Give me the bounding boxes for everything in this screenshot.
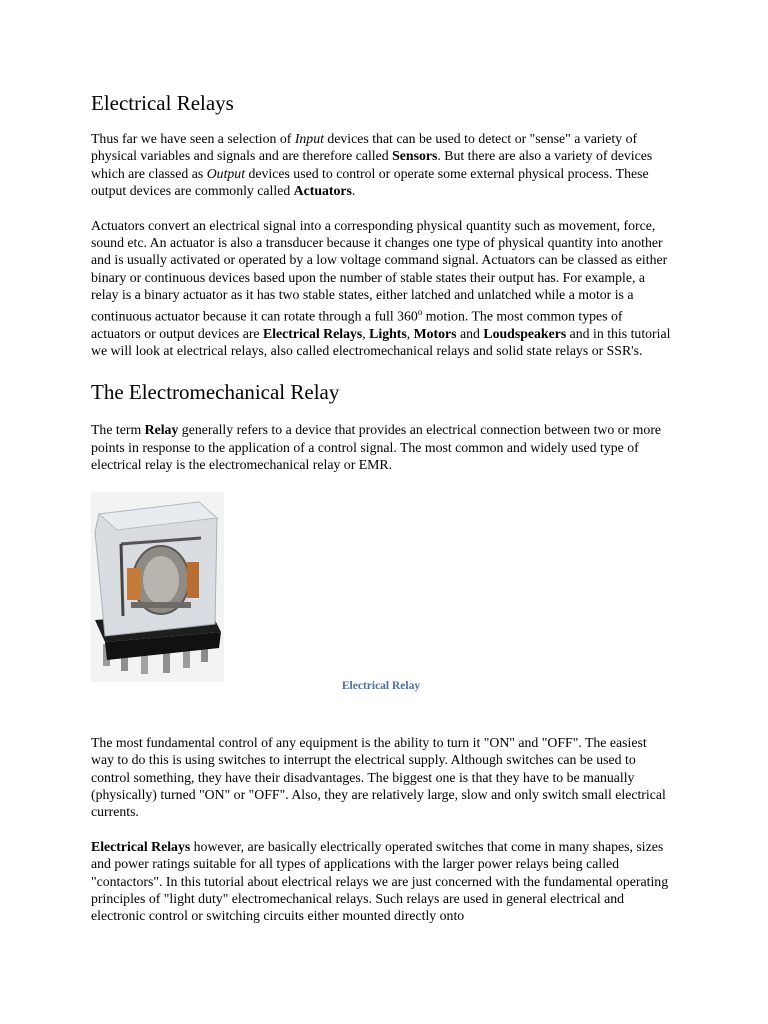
degree-superscript: o xyxy=(417,306,423,317)
article-body xyxy=(91,90,671,925)
emphasis-output: Output xyxy=(206,165,246,181)
text-run: and in this tutorial we will look at electrical relays, also called electromechanical relays and solid state relays or SSR's. xyxy=(91,325,671,359)
figure-caption: Electrical Relay xyxy=(341,679,421,692)
bold-motors: Motors xyxy=(413,325,457,341)
section-heading: The Electromechanical Relay xyxy=(91,380,340,405)
bold-loudspeakers: Loudspeakers xyxy=(483,325,567,341)
bold-relay: Relay xyxy=(144,422,179,438)
bold-electrical-relays: Electrical Relays xyxy=(263,325,363,341)
text-run: . xyxy=(351,183,356,199)
relays-paragraph xyxy=(91,838,671,925)
electrical-relay-image xyxy=(91,492,224,682)
text-run: The term xyxy=(91,422,145,438)
text-run: , xyxy=(406,325,414,341)
bold-lights: Lights xyxy=(369,325,407,341)
page-title: Electrical Relays xyxy=(91,91,234,115)
switches-paragraph xyxy=(91,734,671,821)
text-run: and xyxy=(456,325,484,341)
text-run: The most fundamental control of any equipment is the ability to turn it "ON" and "OFF". The easiest way to do this is using switches to interrupt the electrical supply. Although switches can be used to control something, they have their disadvantages. The biggest one is that they have to be manually (physically) turned "ON" or "OFF". Also, they are relatively large, slow and only switch small electrical currents. xyxy=(91,734,666,820)
text-run: generally refers to a device that provides an electrical connection between two or more points in response to the application of a control signal. The most common and widely used type of electrical relay is the electromechanical relay or EMR. xyxy=(91,422,662,473)
bold-sensors: Sensors xyxy=(392,148,438,164)
relay-figure xyxy=(91,492,671,700)
text-run: however, are basically electrically operated switches that come in many shapes, sizes and power ratings suitable for all types of applications with the larger power relays being called "contactors". In this tutorial about electrical relays we are just concerned with the fundamental operating principles of "light duty" electromechanical relays. Such relays are used in general electrical and electronic control or switching circuits either mounted directly onto xyxy=(91,838,669,924)
bold-actuators: Actuators xyxy=(293,183,352,199)
text-run: devices that can be used to detect or "sense" a variety of physical variables and signals and are therefore called xyxy=(91,131,638,164)
text-run: Thus far we have seen a selection of xyxy=(91,131,295,146)
text-run: motion. The most common types of actuators or output devices are xyxy=(91,308,623,341)
relay-definition-paragraph xyxy=(91,421,671,473)
text-run: . But there are also a variety of devices which are classed as xyxy=(91,148,653,181)
text-run: Actuators convert an electrical signal into a corresponding physical quantity such as movement, force, sound etc. An actuator is also a transducer because it changes one type of physical quantity into another and is usually activated or operated by a low voltage command signal. Actuators can be classed as either binary or continuous devices based upon the number of stable states their output has. For example, a relay is a binary actuator as it has two stable states, either latched and unlatched while a motor is a continuous actuator because it can rotate through a full 360 xyxy=(91,217,668,324)
intro-paragraph xyxy=(91,130,671,200)
text-run: , xyxy=(362,325,370,341)
text-run: devices used to control or operate some external physical process. These output devices are commonly called xyxy=(91,165,649,199)
bold-electrical-relays: Electrical Relays xyxy=(91,838,191,854)
actuators-paragraph xyxy=(91,217,671,360)
emphasis-input: Input xyxy=(294,131,324,146)
